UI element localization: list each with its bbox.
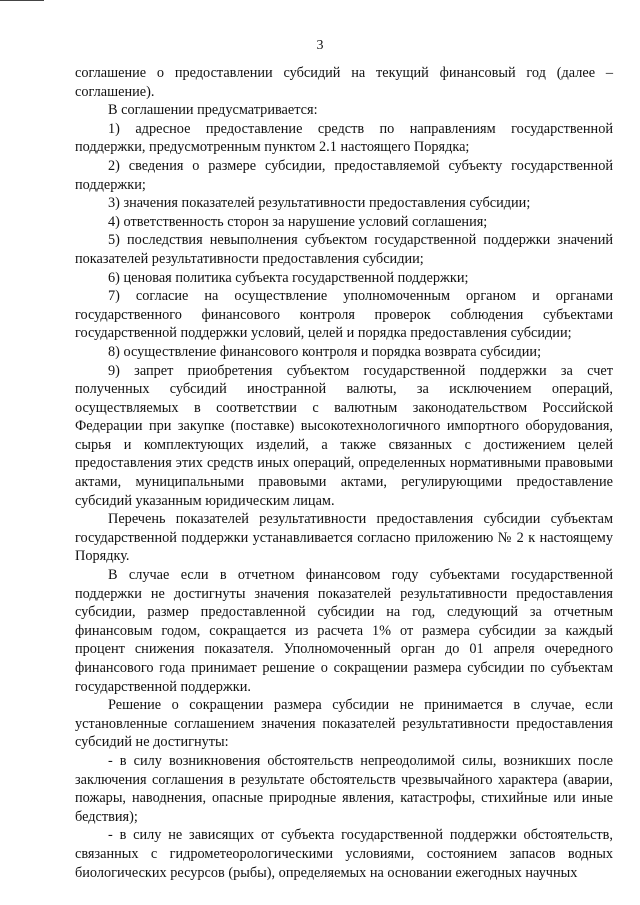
- paragraph: Перечень показателей результативности предоставления субсидии субъектам государственной поддержки устанавливается согласно приложению № 2 к настоящему Порядку.: [75, 511, 613, 565]
- paragraph: 5) последствия невыполнения субъектом государственной поддержки значений показателей результативности предоставления субсидии;: [75, 232, 613, 267]
- paragraph: В случае если в отчетном финансовом году субъектами государственной поддержки не достигнуты значения показателей результативности предоставления субсидии, размер предоставленной субсидии на год, следующий за отчетным финансовым годом, сокращается из расчета 1% от размера субсидии за каждый процент снижения показателя. Уполномоченный орган до 01 апреля очередного финансового года принимает решение о сокращении размера субсидии по субъектам государственной поддержки.: [75, 567, 613, 695]
- paragraph: 9) запрет приобретения субъектом государственной поддержки за счет полученных субсидий иностранной валюты, за исключением операций, осуществляемых в соответствии с валютным законодательством Российской Федерации при закупке (поставке) высокотехнологичного импортного оборудования, сырья и комплектующих изделий, а также связанных с достижением целей предоставления этих средств иных операций, определенных нормативными правовыми актами, муниципальными правовыми актами, регулирующими предоставление субсидий указанным юридическим лицам.: [75, 362, 613, 509]
- page-number: 3: [316, 38, 324, 53]
- paragraph: 3) значения показателей результативности предоставления субсидии;: [108, 195, 531, 212]
- paragraph: 4) ответственность сторон за нарушение условий соглашения;: [108, 213, 488, 230]
- scan-edge-line: [0, 0, 44, 1]
- paragraph: 7) согласие на осуществление уполномоченным органом и органами государственного финансового контроля проверок соблюдения субъектами государственной поддержки условий, целей и порядка предоставления субсидии;: [75, 288, 613, 342]
- document-body: [75, 64, 613, 882]
- paragraph: 1) адресное предоставление средств по направлениям государственной поддержки, предусмотренным пунктом 2.1 настоящего Порядка;: [75, 120, 613, 156]
- paragraph: - в силу не зависящих от субъекта государственной поддержки обстоятельств, связанных с гидрометеорологическими условиями, состоянием запасов водных биологических ресурсов (рыбы), определяемых на основании ежегодных научных: [75, 827, 613, 881]
- paragraph: соглашение о предоставлении субсидий на текущий финансовый год (далее – соглашение).: [75, 65, 613, 100]
- paragraph: - в силу возникновения обстоятельств непреодолимой силы, возникших после заключения соглашения в результате обстоятельств чрезвычайного характера (аварии, пожары, наводнения, опасные природные явления, катастрофы, стихийные или иные бедствия);: [75, 752, 613, 825]
- paragraph: 8) осуществление финансового контроля и порядка возврата субсидии;: [108, 343, 542, 360]
- paragraph: В соглашении предусматривается:: [108, 102, 318, 119]
- paragraph: Решение о сокращении размера субсидии не принимается в случае, если установленные соглашением значения показателей результативности предоставления субсидий не достигнуты:: [75, 697, 613, 751]
- paragraph: 6) ценовая политика субъекта государственной поддержки;: [108, 269, 469, 286]
- paragraph: 2) сведения о размере субсидии, предоставляемой субъекту государственной поддержки;: [75, 157, 613, 193]
